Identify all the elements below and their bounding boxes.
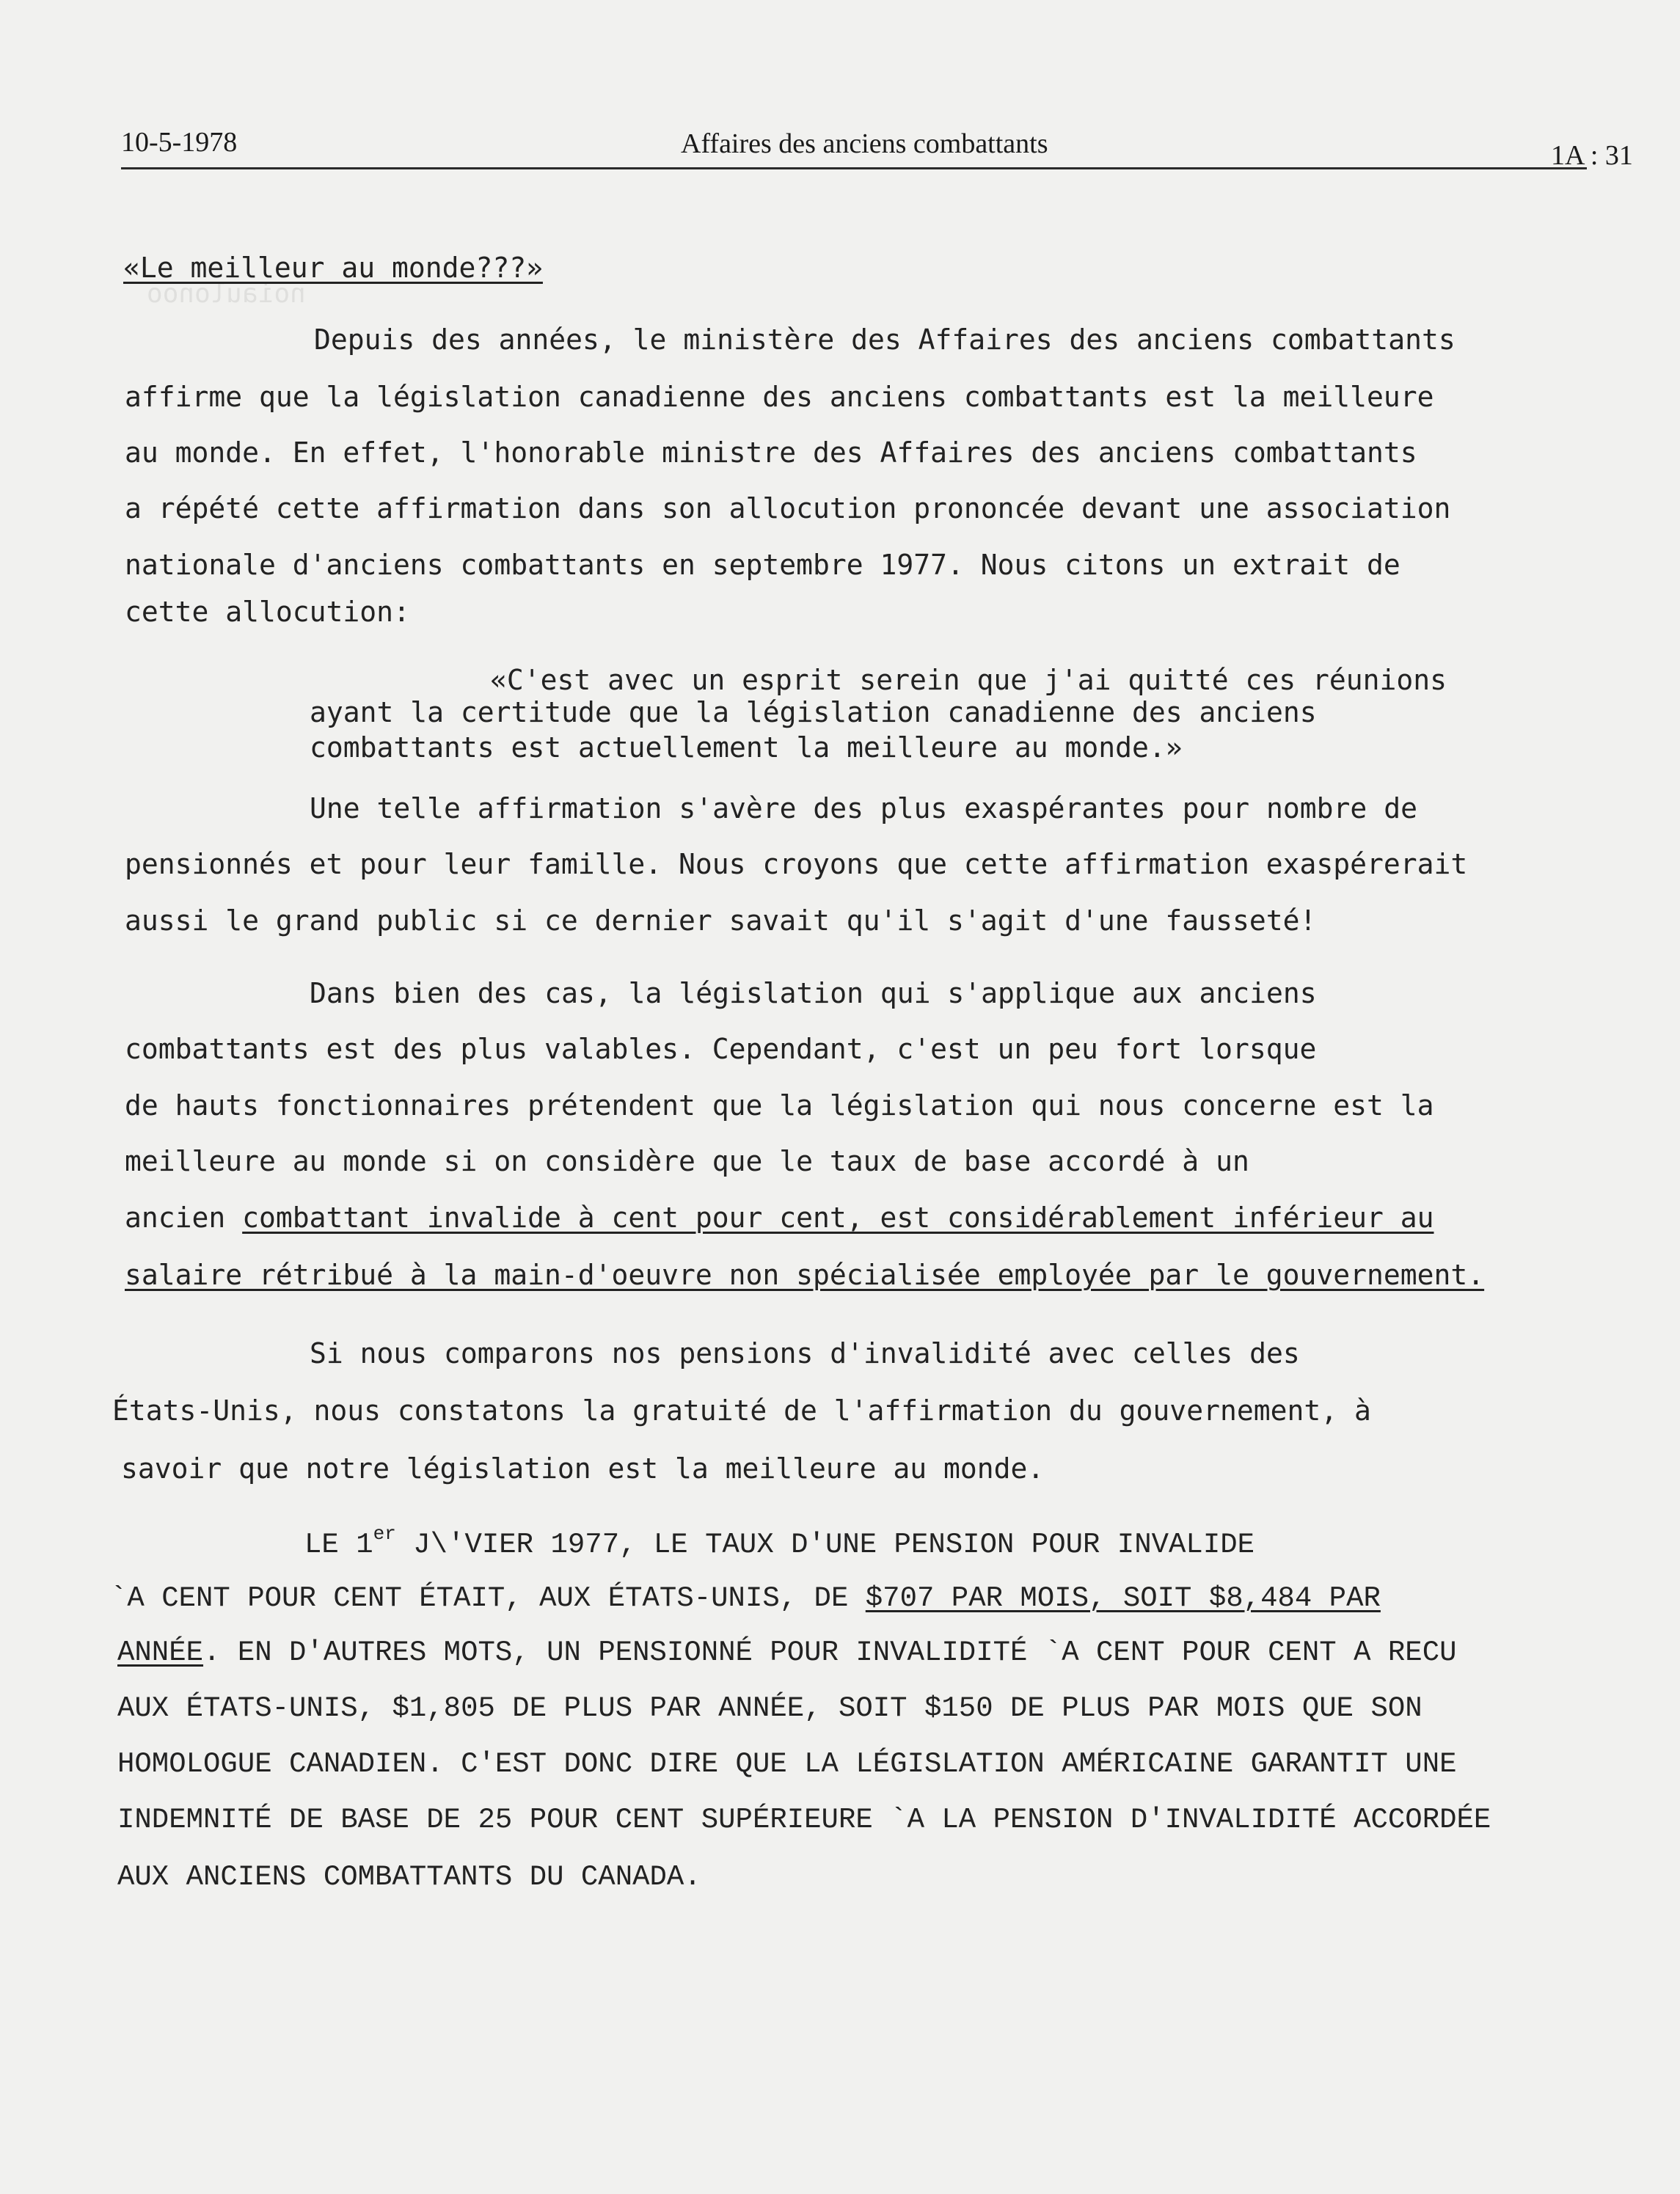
underlined-text: ANNÉE bbox=[117, 1637, 204, 1669]
caps-line: AUX ÉTATS-UNIS, $1,805 DE PLUS PAR ANNÉE, SOIT $150 DE PLUS PAR MOIS QUE SON bbox=[117, 1692, 1422, 1725]
paragraph-line: Une telle affirmation s'avère des plus exaspérantes pour nombre de bbox=[310, 792, 1417, 824]
paragraph-line: États-Unis, nous constatons la gratuité de l'affirmation du gouvernement, à bbox=[112, 1394, 1371, 1427]
paragraph-line: de hauts fonctionnaires prétendent que la législation qui nous concerne est la bbox=[125, 1089, 1434, 1122]
quote-line: ayant la certitude que la législation canadienne des anciens bbox=[310, 696, 1317, 728]
paragraph-line: meilleure au monde si on considère que le taux de base accordé à un bbox=[125, 1145, 1249, 1177]
caps-line bbox=[304, 1523, 1255, 1561]
paragraph-line: pensionnés et pour leur famille. Nous croyons que cette affirmation exaspérerait bbox=[125, 848, 1468, 880]
section-heading: «Le meilleur au monde???» bbox=[123, 252, 543, 284]
caps-text: LE 1 bbox=[304, 1529, 373, 1561]
superscript: er bbox=[373, 1523, 396, 1545]
caps-line: HOMOLOGUE CANADIEN. C'EST DONC DIRE QUE LA LÉGISLATION AMÉRICAINE GARANTIT UNE bbox=[117, 1748, 1457, 1780]
caps-line: AUX ANCIENS COMBATTANTS DU CANADA. bbox=[117, 1861, 701, 1893]
paragraph-line: Dans bien des cas, la législation qui s'applique aux anciens bbox=[310, 977, 1317, 1009]
paragraph-line: nationale d'anciens combattants en septembre 1977. Nous citons un extrait de bbox=[125, 549, 1400, 581]
paragraph-line bbox=[125, 1204, 1434, 1232]
paragraph-line: savoir que notre législation est la meilleure au monde. bbox=[121, 1452, 1045, 1485]
paragraph-line: combattants est des plus valables. Cependant, c'est un peu fort lorsque bbox=[125, 1033, 1317, 1065]
bleed-through-text: noiaulonoo bbox=[147, 279, 863, 309]
header-rule bbox=[121, 167, 1587, 169]
paragraph-line-prefix: ancien bbox=[125, 1202, 243, 1234]
underlined-text: salaire rétribué à la main-d'oeuvre non spécialisée employée par le gouvernement. bbox=[125, 1259, 1485, 1291]
caps-line bbox=[110, 1584, 1381, 1613]
quote-line: combattants est actuellement la meilleure au monde.» bbox=[310, 731, 1183, 764]
caps-line bbox=[117, 1639, 1457, 1667]
paragraph-line: Depuis des années, le ministère des Affaires des anciens combattants bbox=[314, 323, 1456, 356]
paragraph-line: affirme que la législation canadienne des anciens combattants est la meilleure bbox=[125, 381, 1434, 413]
paragraph-line: au monde. En effet, l'honorable ministre des Affaires des anciens combattants bbox=[125, 436, 1417, 469]
header-date: 10-5-1978 bbox=[121, 127, 238, 158]
caps-line: INDEMNITÉ DE BASE DE 25 POUR CENT SUPÉRIEURE `A LA PENSION D'INVALIDITÉ ACCORDÉE bbox=[117, 1804, 1491, 1836]
header-page-number: 1A : 31 bbox=[1551, 140, 1633, 171]
paragraph-line: cette allocution: bbox=[125, 596, 410, 628]
caps-text: J\'VIER 1977, LE TAUX D'UNE PENSION POUR INVALIDE bbox=[395, 1529, 1255, 1561]
underlined-text: combattant invalide à cent pour cent, est considérablement inférieur au bbox=[242, 1202, 1434, 1234]
paragraph-line: Si nous comparons nos pensions d'invalidité avec celles des bbox=[310, 1337, 1300, 1370]
paragraph-line: aussi le grand public si ce dernier savait qu'il s'agit d'une fausseté! bbox=[125, 904, 1317, 937]
caps-text: `A CENT POUR CENT ÉTAIT, AUX ÉTATS-UNIS, DE bbox=[110, 1582, 866, 1615]
header-title: Affaires des anciens combattants bbox=[681, 128, 1048, 159]
quote-line: «C'est avec un esprit serein que j'ai quitté ces réunions bbox=[490, 664, 1447, 696]
paragraph-line: a répété cette affirmation dans son allocution prononcée devant une association bbox=[125, 492, 1451, 524]
caps-text: . EN D'AUTRES MOTS, UN PENSIONNÉ POUR INVALIDITÉ `A CENT POUR CENT A RECU bbox=[203, 1637, 1457, 1669]
underlined-text: $707 PAR MOIS, SOIT $8,484 PAR bbox=[865, 1582, 1381, 1615]
